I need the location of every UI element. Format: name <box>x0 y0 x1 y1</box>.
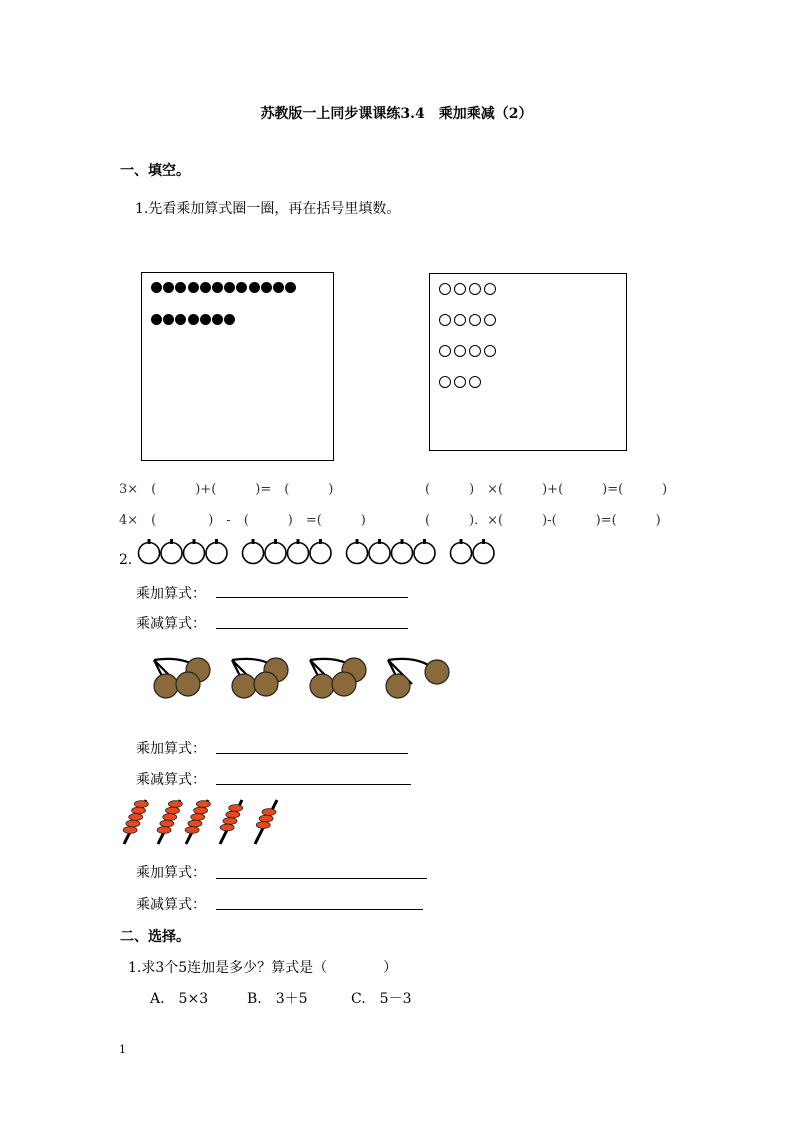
apple <box>265 539 286 564</box>
option-a[interactable]: A. 5×3 <box>150 991 209 1007</box>
apple <box>288 539 309 564</box>
candied-haw-skewer <box>220 800 243 844</box>
filled-dot <box>200 282 211 293</box>
filled-dot <box>188 314 199 325</box>
cherry-bunch <box>154 658 210 698</box>
hollow-circle <box>469 345 481 357</box>
hollow-circle <box>454 345 466 357</box>
add-label-2: 乘加算式： <box>136 741 206 757</box>
cherry-bunch <box>232 658 288 698</box>
circle-row <box>439 376 484 388</box>
answer-line-sub-3[interactable] <box>216 909 423 910</box>
cherry-bunch <box>386 659 449 698</box>
candied-haw-skewer <box>255 800 277 844</box>
apple <box>310 539 331 564</box>
candied-haw-skewer <box>123 800 148 844</box>
question-1: 1.先看乘加算式圈一圈，再在括号里填数。 <box>135 201 401 217</box>
sub-label-2: 乘减算式： <box>136 772 206 788</box>
filled-dot <box>163 314 174 325</box>
page-number: 1 <box>119 1043 126 1056</box>
hollow-circle <box>454 283 466 295</box>
filled-dot <box>151 282 162 293</box>
apple <box>414 539 435 564</box>
hollow-circle <box>439 376 451 388</box>
dot-row <box>151 314 236 325</box>
apple <box>206 539 227 564</box>
filled-dot <box>175 314 186 325</box>
page-title: 苏教版一上同步课课练3.4 乘加乘减（2） <box>260 106 533 122</box>
filled-dot <box>212 282 223 293</box>
hollow-circle <box>469 376 481 388</box>
equation-left-2: 4× ( ) - ( ) =( ) <box>119 513 366 528</box>
apple <box>473 539 494 564</box>
apple <box>139 539 160 564</box>
answer-line-add-3[interactable] <box>216 878 427 879</box>
hollow-circle <box>484 283 496 295</box>
filled-dots-box <box>141 272 334 461</box>
filled-dot <box>236 282 247 293</box>
candied-haw-skewer <box>185 800 210 844</box>
apple <box>161 539 182 564</box>
hollow-circle <box>454 376 466 388</box>
answer-line-sub-1[interactable] <box>216 628 408 629</box>
answer-line-sub-2[interactable] <box>216 784 411 785</box>
answer-line-add-1[interactable] <box>216 597 408 598</box>
hollow-circle <box>469 314 481 326</box>
candied-haws-illustration <box>118 798 298 846</box>
filled-dot <box>200 314 211 325</box>
section-heading-fill: 一、填空。 <box>120 163 190 179</box>
section-heading-choice: 二、选择。 <box>120 929 190 945</box>
hollow-circles-box <box>429 273 627 451</box>
add-label-3: 乘加算式： <box>136 865 206 881</box>
circle-row <box>439 345 499 357</box>
filled-dot <box>224 314 235 325</box>
filled-dot <box>285 282 296 293</box>
apple <box>369 539 390 564</box>
apple <box>184 539 205 564</box>
equation-right-2: ( )．×( )-( )=( ) <box>425 513 661 528</box>
sub-label-3: 乘减算式： <box>136 897 206 913</box>
hollow-circle <box>484 345 496 357</box>
filled-dot <box>163 282 174 293</box>
apple <box>451 539 472 564</box>
option-c[interactable]: C. 5－3 <box>351 991 412 1007</box>
hollow-circle <box>439 314 451 326</box>
cherry-bunch <box>310 658 366 698</box>
apple <box>243 539 264 564</box>
hollow-circle <box>484 314 496 326</box>
apple <box>392 539 413 564</box>
filled-dot <box>188 282 199 293</box>
filled-dot <box>224 282 235 293</box>
equation-left-1: 3× ( )+( )= ( ) <box>119 482 334 497</box>
cherries-illustration <box>140 652 470 702</box>
add-label-1: 乘加算式： <box>136 586 206 602</box>
option-b[interactable]: B. 3＋5 <box>247 991 308 1007</box>
filled-dot <box>212 314 223 325</box>
hollow-circle <box>439 345 451 357</box>
question-2-label: 2. <box>119 552 133 568</box>
hollow-circle <box>454 314 466 326</box>
answer-line-add-2[interactable] <box>216 753 408 754</box>
choice-question-1: 1.求3个5连加是多少？算式是（ ） <box>128 960 398 976</box>
filled-dot <box>273 282 284 293</box>
filled-dot <box>175 282 186 293</box>
circle-row <box>439 314 499 326</box>
hollow-circle <box>439 283 451 295</box>
sub-label-1: 乘减算式： <box>136 616 206 632</box>
circle-row <box>439 283 499 295</box>
candied-haw-skewer <box>157 800 182 844</box>
hollow-circle <box>469 283 481 295</box>
filled-dot <box>151 314 162 325</box>
filled-dot <box>261 282 272 293</box>
apple <box>347 539 368 564</box>
filled-dot <box>249 282 260 293</box>
dot-row <box>151 282 297 293</box>
equation-right-1: ( ) ×( )+( )=( ) <box>425 482 668 497</box>
apples-illustration <box>134 536 534 566</box>
